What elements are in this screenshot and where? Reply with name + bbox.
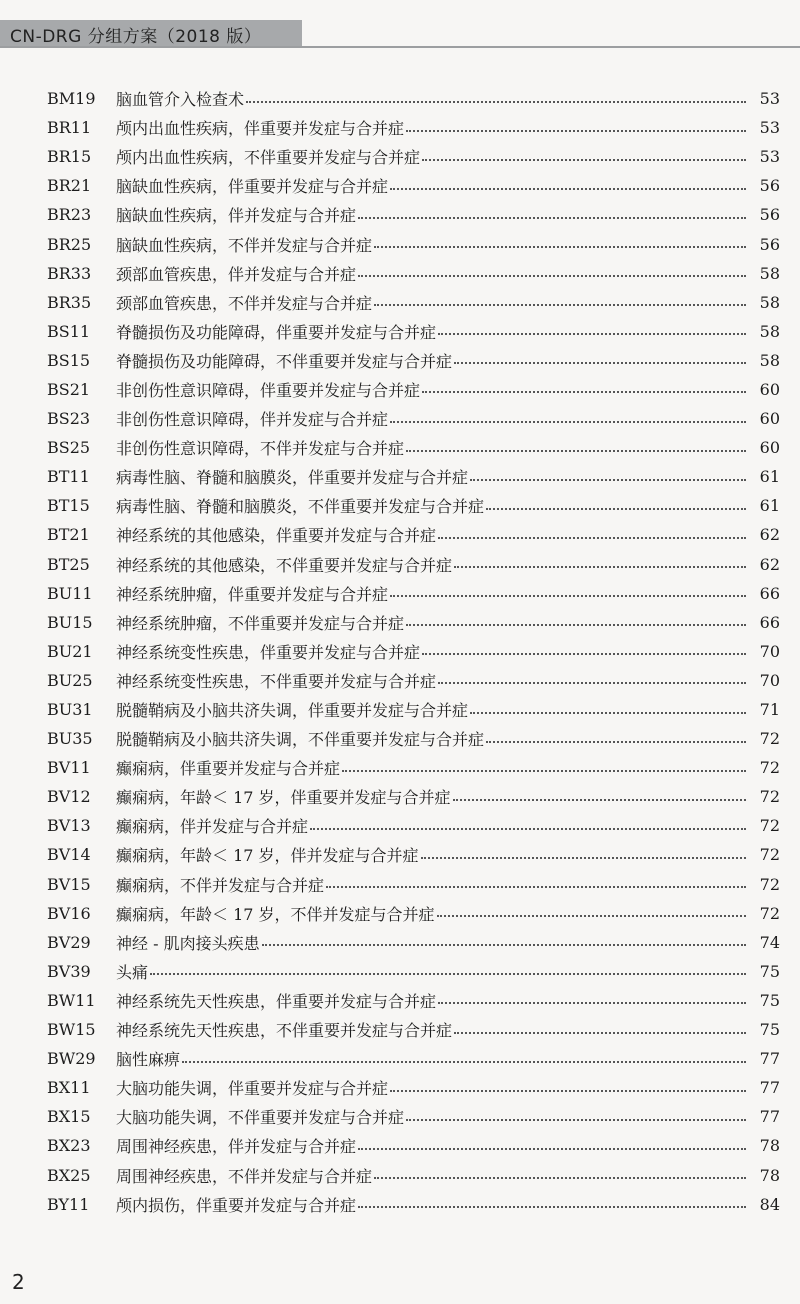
entry-page: 78 bbox=[759, 1136, 780, 1156]
dot-leader bbox=[438, 537, 746, 539]
entry-title-wrap bbox=[116, 902, 750, 925]
entry-page: 74 bbox=[759, 932, 780, 952]
entry-title: 神经系统肿瘤，伴重要并发症与合并症 bbox=[116, 584, 389, 604]
entry-title-wrap bbox=[116, 727, 750, 750]
toc-entry[interactable] bbox=[0, 1102, 800, 1131]
entry-code: BW11 bbox=[47, 990, 96, 1010]
entry-title-wrap bbox=[116, 931, 750, 954]
entry-title: 神经系统先天性疾患，不伴重要并发症与合并症 bbox=[116, 1021, 453, 1041]
toc-entry[interactable] bbox=[0, 811, 800, 840]
entry-code: BV13 bbox=[47, 816, 91, 836]
entry-title: 癫痫病，年龄＜ 17 岁，不伴并发症与合并症 bbox=[116, 904, 435, 924]
dot-leader bbox=[454, 362, 746, 364]
entry-page: 77 bbox=[759, 1078, 780, 1098]
entry-title-wrap bbox=[116, 1047, 750, 1070]
entry-title: 非创伤性意识障碍，伴并发症与合并症 bbox=[116, 410, 389, 430]
entry-title: 颅内出血性疾病，伴重要并发症与合并症 bbox=[116, 119, 405, 139]
entry-code: BV16 bbox=[47, 903, 91, 923]
entry-title: 颈部血管疾患，不伴并发症与合并症 bbox=[116, 293, 373, 313]
dot-leader bbox=[390, 1090, 746, 1092]
entry-title: 头痛 bbox=[116, 962, 149, 982]
entry-page: 72 bbox=[759, 874, 780, 894]
toc-entry[interactable] bbox=[0, 666, 800, 695]
entry-page: 71 bbox=[759, 700, 780, 720]
entry-code: BW15 bbox=[47, 1020, 96, 1040]
entry-title: 癫痫病，伴并发症与合并症 bbox=[116, 817, 309, 837]
entry-code: BW29 bbox=[47, 1049, 96, 1069]
entry-page: 62 bbox=[759, 554, 780, 574]
toc-entry[interactable] bbox=[0, 491, 800, 520]
entry-title-wrap bbox=[116, 843, 750, 866]
toc-entry[interactable] bbox=[0, 433, 800, 462]
toc-entry[interactable] bbox=[0, 288, 800, 317]
entry-page: 61 bbox=[759, 467, 780, 487]
entry-code: BV14 bbox=[47, 845, 91, 865]
dot-leader bbox=[422, 159, 746, 161]
toc-entry[interactable] bbox=[0, 84, 800, 113]
entry-code: BS23 bbox=[47, 409, 91, 429]
dot-leader bbox=[437, 915, 746, 917]
entry-page: 72 bbox=[759, 903, 780, 923]
entry-page: 66 bbox=[759, 583, 780, 603]
dot-leader bbox=[342, 770, 746, 772]
toc-entry[interactable] bbox=[0, 1073, 800, 1102]
dot-leader bbox=[390, 188, 746, 190]
dot-leader bbox=[406, 1119, 746, 1121]
toc-entry[interactable] bbox=[0, 1131, 800, 1160]
entry-title-wrap bbox=[116, 349, 750, 372]
dot-leader bbox=[262, 944, 746, 946]
toc-entry[interactable] bbox=[0, 229, 800, 258]
entry-code: BX15 bbox=[47, 1107, 91, 1127]
entry-code: BV39 bbox=[47, 961, 91, 981]
entry-page: 53 bbox=[759, 118, 780, 138]
entry-code: BR33 bbox=[47, 263, 92, 283]
dot-leader bbox=[326, 886, 746, 888]
entry-title-wrap bbox=[116, 1193, 750, 1216]
entry-title-wrap bbox=[116, 873, 750, 896]
entry-title: 大脑功能失调，伴重要并发症与合并症 bbox=[116, 1079, 389, 1099]
entry-code: BS25 bbox=[47, 438, 91, 458]
entry-title: 脑血管介入检查术 bbox=[116, 90, 245, 110]
running-header bbox=[0, 20, 800, 48]
dot-leader bbox=[374, 304, 746, 306]
entry-title-wrap bbox=[116, 1134, 750, 1157]
dot-leader bbox=[422, 391, 746, 393]
dot-leader bbox=[486, 741, 746, 743]
dot-leader bbox=[454, 566, 746, 568]
entry-page: 72 bbox=[759, 845, 780, 865]
entry-title: 脑缺血性疾病，不伴并发症与合并症 bbox=[116, 235, 373, 255]
entry-title-wrap bbox=[116, 174, 750, 197]
dot-leader bbox=[374, 1177, 746, 1179]
entry-page: 53 bbox=[759, 89, 780, 109]
entry-title: 脱髓鞘病及小脑共济失调，伴重要并发症与合并症 bbox=[116, 701, 469, 721]
entry-title: 脊髓损伤及功能障碍，伴重要并发症与合并症 bbox=[116, 322, 437, 342]
entry-code: BY11 bbox=[47, 1194, 90, 1214]
entry-code: BM19 bbox=[47, 89, 96, 109]
entry-code: BS15 bbox=[47, 350, 91, 370]
entry-code: BU11 bbox=[47, 583, 93, 603]
entry-title-wrap bbox=[116, 1164, 750, 1187]
dot-leader bbox=[438, 333, 746, 335]
entry-title-wrap bbox=[116, 291, 750, 314]
entry-page: 61 bbox=[759, 496, 780, 516]
toc-entry[interactable] bbox=[0, 142, 800, 171]
entry-title: 神经 - 肌肉接头疾患 bbox=[116, 933, 260, 953]
toc-entry[interactable] bbox=[0, 113, 800, 142]
entry-page: 58 bbox=[759, 263, 780, 283]
entry-code: BV29 bbox=[47, 932, 91, 952]
dot-leader bbox=[470, 712, 746, 714]
entry-title-wrap bbox=[116, 523, 750, 546]
entry-title-wrap bbox=[116, 814, 750, 837]
entry-title: 脱髓鞘病及小脑共济失调，不伴重要并发症与合并症 bbox=[116, 730, 485, 750]
toc-entry[interactable] bbox=[0, 550, 800, 579]
entry-title-wrap bbox=[116, 669, 750, 692]
entry-title: 非创伤性意识障碍，伴重要并发症与合并症 bbox=[116, 380, 421, 400]
entry-title: 神经系统变性疾患，伴重要并发症与合并症 bbox=[116, 642, 421, 662]
toc-entry[interactable] bbox=[0, 724, 800, 753]
toc-entry[interactable] bbox=[0, 200, 800, 229]
dot-leader bbox=[406, 130, 746, 132]
entry-page: 62 bbox=[759, 525, 780, 545]
toc-entry[interactable] bbox=[0, 346, 800, 375]
entry-page: 70 bbox=[759, 670, 780, 690]
toc-entry[interactable] bbox=[0, 1044, 800, 1073]
entry-page: 56 bbox=[759, 176, 780, 196]
entry-code: BR11 bbox=[47, 118, 92, 138]
entry-title-wrap bbox=[116, 640, 750, 663]
toc-entry[interactable] bbox=[0, 1160, 800, 1189]
toc-entry[interactable] bbox=[0, 957, 800, 986]
entry-title-wrap bbox=[116, 960, 750, 983]
entry-title-wrap bbox=[116, 145, 750, 168]
entry-title-wrap bbox=[116, 465, 750, 488]
entry-page: 72 bbox=[759, 816, 780, 836]
entry-title-wrap bbox=[116, 378, 750, 401]
entry-code: BU31 bbox=[47, 700, 93, 720]
entry-page: 77 bbox=[759, 1049, 780, 1069]
dot-leader bbox=[486, 508, 746, 510]
toc-entry[interactable] bbox=[0, 462, 800, 491]
entry-page: 70 bbox=[759, 641, 780, 661]
entry-page: 58 bbox=[759, 321, 780, 341]
entry-title: 非创伤性意识障碍，不伴并发症与合并症 bbox=[116, 439, 405, 459]
entry-title-wrap bbox=[116, 407, 750, 430]
entry-code: BT25 bbox=[47, 554, 90, 574]
dot-leader bbox=[470, 479, 746, 481]
entry-title: 神经系统变性疾患，不伴重要并发症与合并症 bbox=[116, 671, 437, 691]
toc-entry[interactable] bbox=[0, 171, 800, 200]
entry-title: 神经系统的其他感染，不伴重要并发症与合并症 bbox=[116, 555, 453, 575]
entry-code: BV12 bbox=[47, 787, 91, 807]
entry-code: BR15 bbox=[47, 147, 92, 167]
entry-title: 颈部血管疾患，伴并发症与合并症 bbox=[116, 264, 357, 284]
dot-leader bbox=[246, 101, 746, 103]
entry-code: BX25 bbox=[47, 1165, 91, 1185]
entry-code: BS21 bbox=[47, 379, 91, 399]
entry-code: BT21 bbox=[47, 525, 90, 545]
entry-page: 77 bbox=[759, 1107, 780, 1127]
entry-title-wrap bbox=[116, 611, 750, 634]
toc-entry[interactable] bbox=[0, 317, 800, 346]
entry-title-wrap bbox=[116, 116, 750, 139]
entry-page: 72 bbox=[759, 729, 780, 749]
entry-title: 颅内出血性疾病，不伴重要并发症与合并症 bbox=[116, 148, 421, 168]
entry-page: 84 bbox=[759, 1194, 780, 1214]
entry-title-wrap bbox=[116, 262, 750, 285]
entry-code: BR23 bbox=[47, 205, 92, 225]
toc-entry[interactable] bbox=[0, 840, 800, 869]
entry-page: 58 bbox=[759, 292, 780, 312]
entry-page: 60 bbox=[759, 379, 780, 399]
dot-leader bbox=[390, 595, 746, 597]
entry-title: 大脑功能失调，不伴重要并发症与合并症 bbox=[116, 1108, 405, 1128]
entry-title: 癫痫病，伴重要并发症与合并症 bbox=[116, 759, 341, 779]
entry-page: 66 bbox=[759, 612, 780, 632]
entry-title: 脊髓损伤及功能障碍，不伴重要并发症与合并症 bbox=[116, 351, 453, 371]
entry-title: 病毒性脑、脊髓和脑膜炎，不伴重要并发症与合并症 bbox=[116, 497, 485, 517]
toc-entry[interactable] bbox=[0, 1190, 800, 1219]
toc-entry[interactable] bbox=[0, 753, 800, 782]
entry-title: 脑性麻痹 bbox=[116, 1050, 181, 1070]
entry-page: 72 bbox=[759, 758, 780, 778]
entry-title-wrap bbox=[116, 698, 750, 721]
entry-title: 病毒性脑、脊髓和脑膜炎，伴重要并发症与合并症 bbox=[116, 468, 469, 488]
entry-page: 75 bbox=[759, 990, 780, 1010]
entry-title-wrap bbox=[116, 785, 750, 808]
entry-title-wrap bbox=[116, 494, 750, 517]
entry-code: BT15 bbox=[47, 496, 90, 516]
toc-entry[interactable] bbox=[0, 870, 800, 899]
entry-title: 癫痫病，年龄＜ 17 岁，伴重要并发症与合并症 bbox=[116, 788, 451, 808]
toc-entry[interactable] bbox=[0, 637, 800, 666]
toc-entry[interactable] bbox=[0, 520, 800, 549]
entry-title: 脑缺血性疾病，伴重要并发症与合并症 bbox=[116, 177, 389, 197]
entry-page: 60 bbox=[759, 409, 780, 429]
dot-leader bbox=[358, 1206, 746, 1208]
entry-title-wrap bbox=[116, 320, 750, 343]
dot-leader bbox=[310, 828, 746, 830]
toc-entry[interactable] bbox=[0, 899, 800, 928]
entry-code: BU25 bbox=[47, 670, 93, 690]
entry-code: BX23 bbox=[47, 1136, 91, 1156]
header-title: CN-DRG 分组方案（2018 版） bbox=[10, 27, 262, 47]
entry-title: 颅内损伤，伴重要并发症与合并症 bbox=[116, 1195, 357, 1215]
dot-leader bbox=[406, 624, 746, 626]
entry-title: 癫痫病，不伴并发症与合并症 bbox=[116, 875, 325, 895]
entry-title: 神经系统肿瘤，不伴重要并发症与合并症 bbox=[116, 613, 405, 633]
entry-code: BU35 bbox=[47, 729, 93, 749]
dot-leader bbox=[390, 421, 746, 423]
entry-code: BX11 bbox=[47, 1078, 91, 1098]
entry-title-wrap bbox=[116, 1076, 750, 1099]
entry-code: BR25 bbox=[47, 234, 92, 254]
dot-leader bbox=[421, 857, 746, 859]
toc-entry[interactable] bbox=[0, 695, 800, 724]
table-of-contents bbox=[0, 84, 800, 1219]
dot-leader bbox=[182, 1061, 746, 1063]
dot-leader bbox=[453, 799, 746, 801]
page-number: 2 bbox=[12, 1270, 25, 1294]
entry-page: 53 bbox=[759, 147, 780, 167]
toc-entry[interactable] bbox=[0, 579, 800, 608]
entry-page: 56 bbox=[759, 205, 780, 225]
entry-title-wrap bbox=[116, 436, 750, 459]
entry-page: 60 bbox=[759, 438, 780, 458]
entry-title-wrap bbox=[116, 87, 750, 110]
entry-code: BV11 bbox=[47, 758, 91, 778]
toc-entry[interactable] bbox=[0, 608, 800, 637]
dot-leader bbox=[358, 275, 746, 277]
entry-title-wrap bbox=[116, 582, 750, 605]
entry-title: 癫痫病，年龄＜ 17 岁，伴并发症与合并症 bbox=[116, 846, 419, 866]
toc-entry[interactable] bbox=[0, 986, 800, 1015]
dot-leader bbox=[150, 973, 746, 975]
toc-entry[interactable] bbox=[0, 375, 800, 404]
entry-title-wrap bbox=[116, 989, 750, 1012]
entry-page: 75 bbox=[759, 1020, 780, 1040]
toc-entry[interactable] bbox=[0, 782, 800, 811]
entry-title-wrap bbox=[116, 553, 750, 576]
dot-leader bbox=[454, 1032, 746, 1034]
entry-title-wrap bbox=[116, 1018, 750, 1041]
dot-leader bbox=[358, 1148, 746, 1150]
entry-title-wrap bbox=[116, 233, 750, 256]
entry-code: BS11 bbox=[47, 321, 91, 341]
dot-leader bbox=[438, 1002, 746, 1004]
entry-title: 脑缺血性疾病，伴并发症与合并症 bbox=[116, 206, 357, 226]
entry-title: 神经系统先天性疾患，伴重要并发症与合并症 bbox=[116, 991, 437, 1011]
entry-page: 56 bbox=[759, 234, 780, 254]
dot-leader bbox=[358, 217, 746, 219]
entry-code: BU15 bbox=[47, 612, 93, 632]
entry-page: 75 bbox=[759, 961, 780, 981]
entry-page: 78 bbox=[759, 1165, 780, 1185]
entry-title-wrap bbox=[116, 756, 750, 779]
entry-code: BR21 bbox=[47, 176, 92, 196]
entry-page: 72 bbox=[759, 787, 780, 807]
toc-entry[interactable] bbox=[0, 259, 800, 288]
entry-title: 周围神经疾患，伴并发症与合并症 bbox=[116, 1137, 357, 1157]
dot-leader bbox=[374, 246, 746, 248]
entry-code: BR35 bbox=[47, 292, 92, 312]
dot-leader bbox=[422, 653, 746, 655]
entry-title-wrap bbox=[116, 1105, 750, 1128]
entry-code: BV15 bbox=[47, 874, 91, 894]
entry-title: 神经系统的其他感染，伴重要并发症与合并症 bbox=[116, 526, 437, 546]
toc-entry[interactable] bbox=[0, 928, 800, 957]
entry-code: BT11 bbox=[47, 467, 90, 487]
toc-entry[interactable] bbox=[0, 404, 800, 433]
entry-code: BU21 bbox=[47, 641, 93, 661]
entry-title-wrap bbox=[116, 203, 750, 226]
entry-title: 周围神经疾患，不伴并发症与合并症 bbox=[116, 1166, 373, 1186]
entry-page: 58 bbox=[759, 350, 780, 370]
dot-leader bbox=[438, 682, 746, 684]
dot-leader bbox=[406, 450, 746, 452]
toc-entry[interactable] bbox=[0, 1015, 800, 1044]
